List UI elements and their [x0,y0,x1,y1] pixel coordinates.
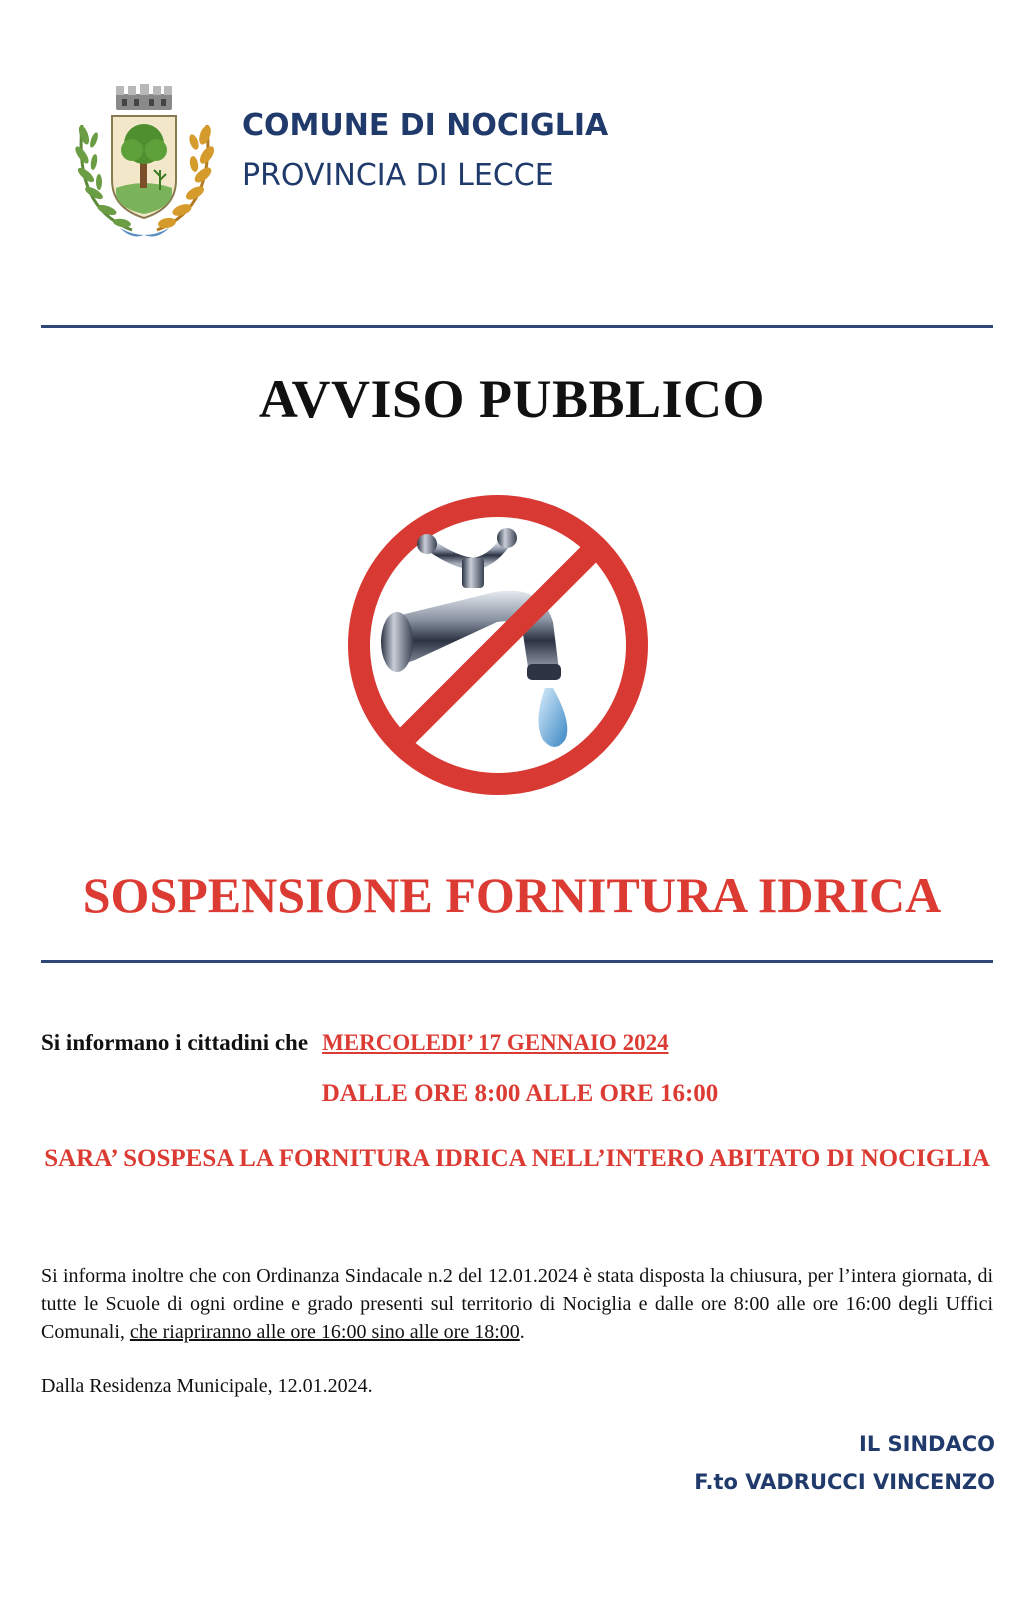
time-range: DALLE ORE 8:00 ALLE ORE 16:00 [321,1080,719,1107]
headline: SOSPENSIONE FORNITURA IDRICA [82,867,942,923]
residence-line: Dalla Residenza Municipale, 12.01.2024. [41,1375,373,1397]
suspension-statement: SARA’ SOSPESA LA FORNITURA IDRICA NELL’INTERO ABITATO DI NOCIGLIA [44,1145,990,1172]
no-water-tap-icon [345,492,651,798]
lead-line [41,1030,669,1056]
province-name: PROVINCIA DI LECCE [242,158,554,193]
info-paragraph [41,1262,993,1346]
info-end: . [519,1321,525,1343]
municipal-crest-icon [72,80,217,245]
bottom-divider [41,960,993,963]
mayor-title: IL SINDACO [859,1432,995,1456]
mayor-name: F.to VADRUCCI VINCENZO [694,1470,995,1494]
info-underlined-text: che riapriranno alle ore 16:00 sino alle ore 18:00 [129,1321,520,1343]
info-text: Si informa inoltre che con Ordinanza Sindacale n.2 del 12.01.2024 è stata disposta la chiusura, per l’intera giornata, di tutte le Scuole di ogni ordine e grado presenti sul territorio di Nociglia e dalle ore 8:00 alle ore 16:00 degli Uffici Comunali, [41,1265,993,1343]
suspension-date: MERCOLEDI’ 17 GENNAIO 2024 [322,1030,669,1055]
lead-text: Si informano i cittadini che [41,1030,309,1055]
municipality-name: COMUNE DI NOCIGLIA [242,108,609,143]
top-divider [41,325,993,328]
notice-title: AVVISO PUBBLICO [258,369,766,429]
